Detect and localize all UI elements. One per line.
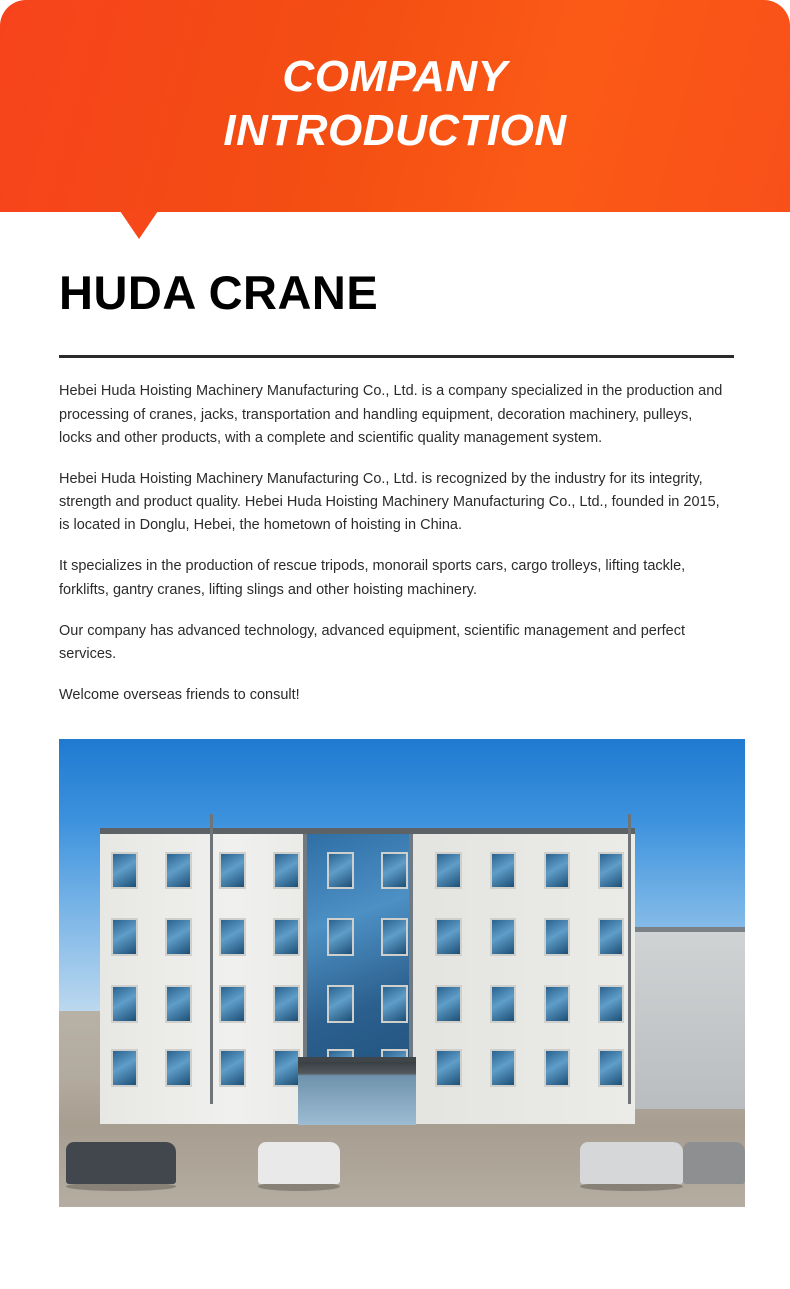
building-entrance (298, 1057, 416, 1126)
content-area (0, 212, 790, 1207)
window (165, 918, 192, 956)
window (273, 985, 300, 1023)
intro-paragraph-1: Hebei Huda Hoisting Machinery Manufacturing Co., Ltd. is a company specialized in the production and processing of cranes, jacks, transportation and handling equipment, decoration machinery, pulleys, locks and other products, with a complete and scientific quality management system. (59, 383, 723, 446)
window (219, 1049, 246, 1087)
intro-paragraph-4: Our company has advanced technology, advanced equipment, scientific management and perfect services. (59, 622, 686, 663)
window (219, 918, 246, 956)
window (435, 852, 462, 890)
intro-paragraph-2: Hebei Huda Hoisting Machinery Manufacturing Co., Ltd. is recognized by the industry for its integrity, strength and product quality. Hebei Huda Hoisting Machinery Manufacturing Co., Ltd., founded in 2015, is located in Donglu, Hebei, the hometown of hoisting in China. (59, 470, 720, 534)
side-warehouse (635, 927, 745, 1110)
window-row (111, 852, 625, 890)
window (111, 985, 138, 1023)
window (219, 985, 246, 1023)
intro-paragraph-5: Welcome overseas friends to consult! (59, 687, 300, 704)
window (273, 918, 300, 956)
downpipe (628, 814, 631, 1104)
header-banner (0, 0, 790, 212)
window (544, 1049, 571, 1087)
parked-car (258, 1142, 340, 1184)
parked-car (683, 1142, 745, 1184)
window (490, 1049, 517, 1087)
window (111, 1049, 138, 1087)
window (544, 985, 571, 1023)
factory-building-photo (59, 739, 745, 1207)
window-row (111, 985, 625, 1023)
page-title: COMPANY INTRODUCTION (223, 52, 567, 155)
window (598, 918, 625, 956)
window (111, 852, 138, 890)
window (435, 1049, 462, 1087)
window (273, 852, 300, 890)
window (490, 852, 517, 890)
window (381, 985, 408, 1023)
window (598, 985, 625, 1023)
window-row (111, 918, 625, 956)
downpipe (210, 814, 213, 1104)
window (544, 918, 571, 956)
window (165, 852, 192, 890)
window (111, 918, 138, 956)
photo-canvas (59, 739, 745, 1207)
divider (59, 355, 734, 358)
window (544, 852, 571, 890)
window (327, 852, 354, 890)
window (165, 985, 192, 1023)
window (598, 852, 625, 890)
company-name: HUDA CRANE (59, 266, 379, 319)
window (381, 918, 408, 956)
office-building (100, 828, 635, 1124)
window (273, 1049, 300, 1087)
intro-paragraph-3: It specializes in the production of rescue tripods, monorail sports cars, cargo trolleys, lifting tackle, forklifts, gantry cranes, lifting slings and other hoisting machinery. (59, 558, 686, 598)
window (490, 918, 517, 956)
window (165, 1049, 192, 1087)
parked-car (66, 1142, 176, 1184)
window (327, 918, 354, 956)
window (327, 985, 354, 1023)
window (435, 918, 462, 956)
window (598, 1049, 625, 1087)
window (490, 985, 517, 1023)
window (219, 852, 246, 890)
parked-car (580, 1142, 683, 1184)
window (435, 985, 462, 1023)
window (381, 852, 408, 890)
triangle-down-icon (120, 211, 158, 239)
